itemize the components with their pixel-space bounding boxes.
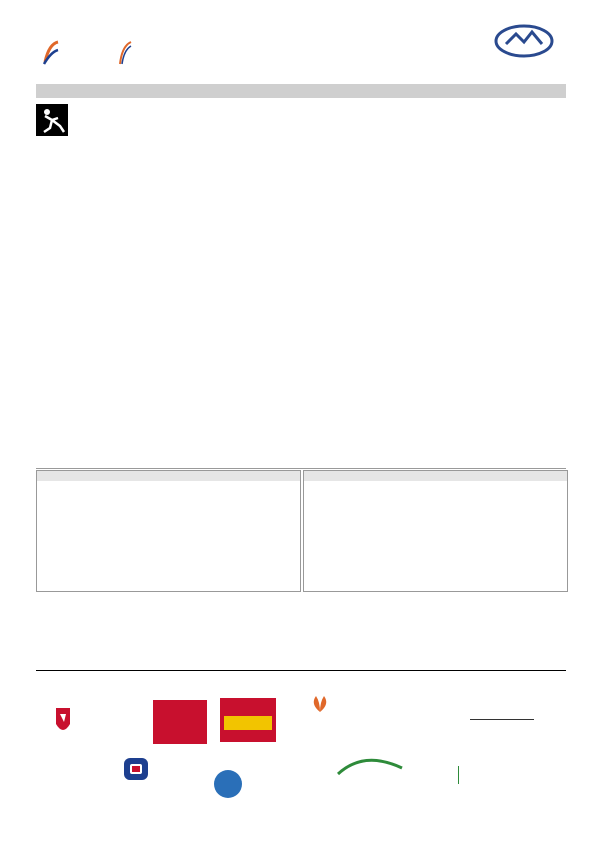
sponsor-ceska-televize — [104, 756, 168, 796]
mc-number — [214, 770, 242, 798]
sprinter-icon — [36, 104, 68, 136]
sponsor-auto-podbabska — [466, 708, 538, 736]
sponsor-adveal — [256, 758, 332, 794]
czech-lion-icon — [52, 704, 74, 740]
sponsor-praha — [153, 700, 207, 744]
mjo-logo — [492, 24, 556, 78]
kofola-leaf-icon — [308, 694, 332, 714]
sponsor-kofola — [290, 694, 350, 744]
sponsor-vozp — [414, 764, 504, 788]
records-table — [36, 141, 566, 171]
year-top-list — [303, 470, 568, 592]
sponsor-nsa — [52, 702, 136, 742]
european-athletics-logo — [42, 40, 114, 66]
legend — [36, 450, 566, 469]
european-athletics-icon — [42, 40, 60, 66]
sponsor-vinium — [366, 702, 446, 742]
ct-logo-icon — [122, 756, 150, 782]
sponsor-dukla — [220, 698, 276, 742]
mjo-runner-icon — [492, 24, 556, 58]
asc-main — [224, 716, 272, 730]
all-time-top-list-title — [37, 471, 300, 481]
page-footer — [36, 670, 566, 683]
start-list-band — [36, 84, 566, 98]
sprint-pictogram — [36, 104, 68, 136]
all-time-top-list — [36, 470, 301, 592]
year-top-list-title — [304, 471, 567, 481]
casus-arc-icon — [334, 756, 406, 776]
continental-tour-logo — [118, 38, 186, 68]
sponsor-casus — [334, 756, 406, 796]
sponsor-praha6 — [194, 756, 242, 800]
continental-tour-swoosh-icon — [118, 40, 132, 66]
